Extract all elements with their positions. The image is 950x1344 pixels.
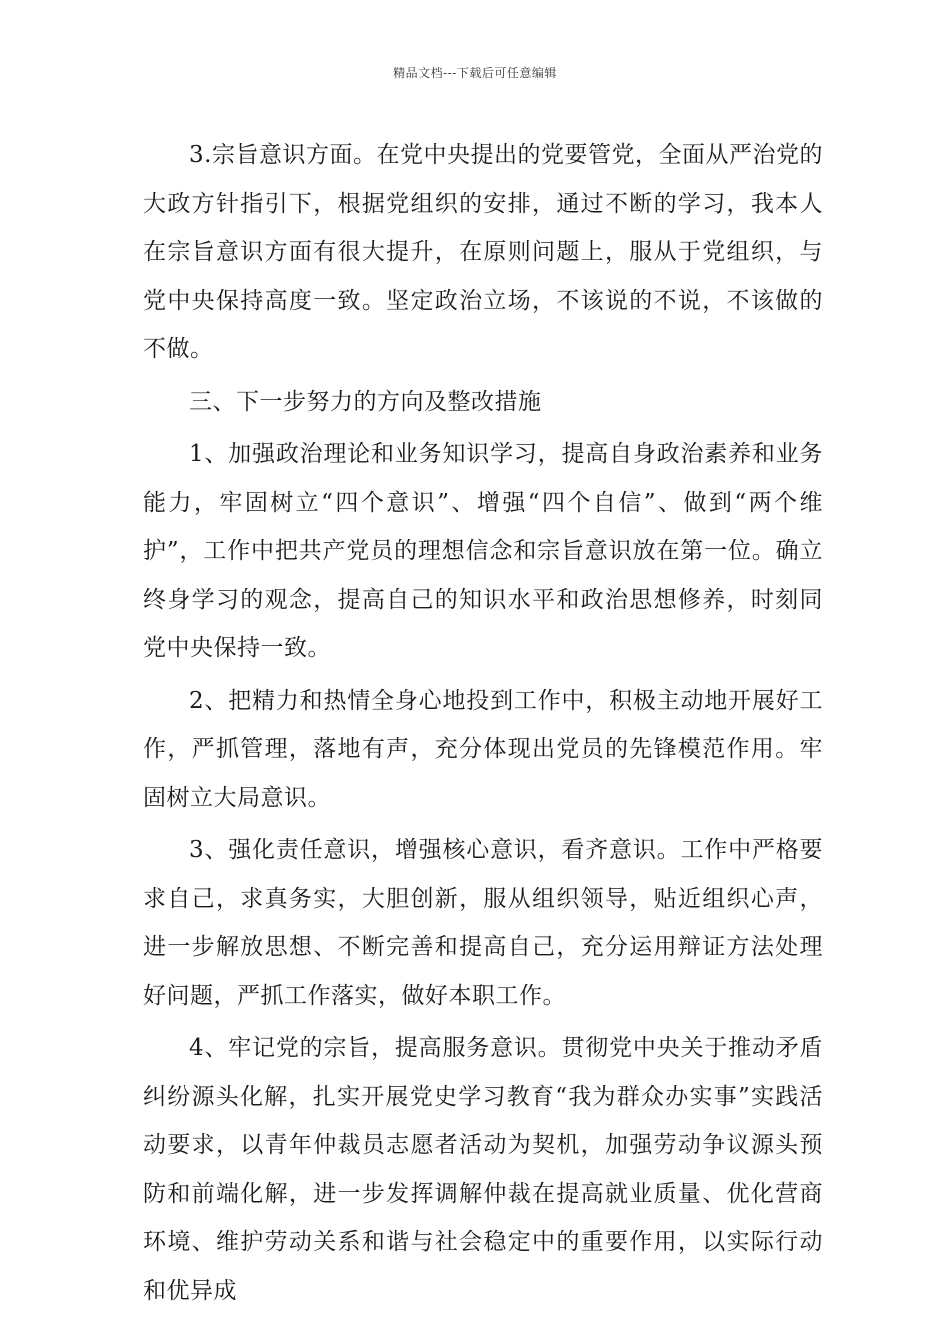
paragraph-measure-2: 2、把精力和热情全身心地投到工作中，积极主动地开展好工作，严抓管理，落地有声，充分体现出党员的先锋模范作用。牢固树立大局意识。 xyxy=(143,687,823,811)
section-heading-next-steps: 三、下一步努力的方向及整改措施 xyxy=(189,388,542,415)
document-body xyxy=(143,131,823,1315)
page-header: 精品文档---下载后可任意编辑 xyxy=(393,66,557,80)
paragraph-purpose-awareness: 3.宗旨意识方面。在党中央提出的党要管党，全面从严治党的大政方针指引下，根据党组织的安排，通过不断的学习，我本人在宗旨意识方面有很大提升，在原则问题上，服从于党组织，与党中央保持高度一致。坚定政治立场，不该说的不说，不该做的不做。 xyxy=(143,142,823,362)
paragraph-measure-4: 4、牢记党的宗旨，提高服务意识。贯彻党中央关于推动矛盾纠纷源头化解，扎实开展党史学习教育“我为群众办实事”实践活动要求，以青年仲裁员志愿者活动为契机，加强劳动争议源头预防和前端化解，进一步发挥调解仲裁在提高就业质量、优化营商环境、维护劳动关系和谐与社会稳定中的重要作用，以实际行动和优异成 xyxy=(143,1035,823,1304)
paragraph-measure-1: 1、加强政治理论和业务知识学习，提高自身政治素养和业务能力，牢固树立“四个意识”、增强“四个自信”、做到“两个维护”，工作中把共产党员的理想信念和宗旨意识放在第一位。确立终身学习的观念，提高自己的知识水平和政治思想修养，时刻同党中央保持一致。 xyxy=(143,441,823,661)
paragraph-measure-3: 3、强化责任意识，增强核心意识，看齐意识。工作中严格要求自己，求真务实，大胆创新，服从组织领导，贴近组织心声，进一步解放思想、不断完善和提高自己，充分运用辩证方法处理好问题，严抓工作落实，做好本职工作。 xyxy=(143,837,823,1009)
